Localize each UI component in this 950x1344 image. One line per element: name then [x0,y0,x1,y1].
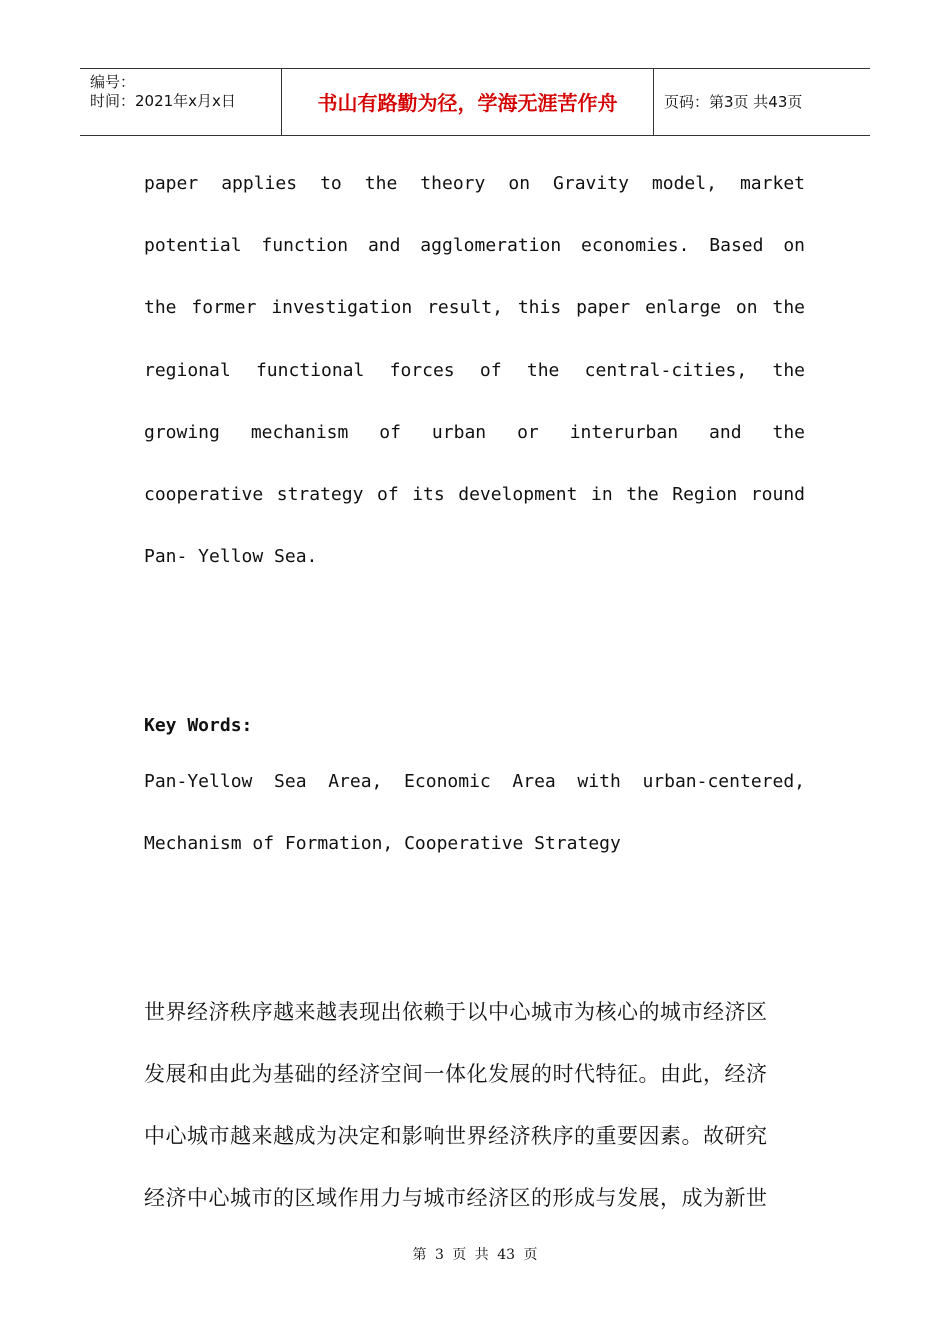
header-page-cell [654,69,870,135]
abstract-line: potential function and agglomeration economies. Based on [144,235,805,256]
body-line: 发展和由此为基础的经济空间一体化发展的时代特征。由此，经济 [144,1062,768,1086]
abstract-line: growing mechanism of urban or interurban and the [144,422,805,443]
page-header [80,68,870,136]
abstract-line: paper applies to the theory on Gravity model, market [144,173,805,194]
abstract-line: the former investigation result, this paper enlarge on the [144,297,805,318]
keywords-heading: Key Words: [144,715,253,736]
body-line: 经济中心城市的区域作用力与城市经济区的形成与发展，成为新世 [144,1186,768,1210]
header-motto: 书山有路勤为径，学海无涯苦作舟 [317,91,618,115]
body-line: 世界经济秩序越来越表现出依赖于以中心城市为核心的城市经济区 [144,1000,768,1024]
keywords-line: Mechanism of Formation, Cooperative Strategy [144,833,621,854]
abstract-line: cooperative strategy of its development in the Region round [144,484,805,505]
header-meta-cell [80,69,282,135]
keywords-line: Pan-Yellow Sea Area, Economic Area with urban-centered, [144,771,805,792]
header-page-info: 页码：第3页 共43页 [664,93,803,111]
abstract-line: regional functional forces of the central-cities, the [144,360,805,381]
page-footer: 第 3 页 共 43 页 [412,1247,538,1263]
header-motto-cell [282,69,654,135]
abstract-line: Pan- Yellow Sea. [144,546,318,567]
body-line: 中心城市越来越成为决定和影响世界经济秩序的重要因素。故研究 [144,1124,768,1148]
date-label: 时间：2021年x月x日 [90,92,236,110]
serial-number-label: 编号： [90,73,136,91]
